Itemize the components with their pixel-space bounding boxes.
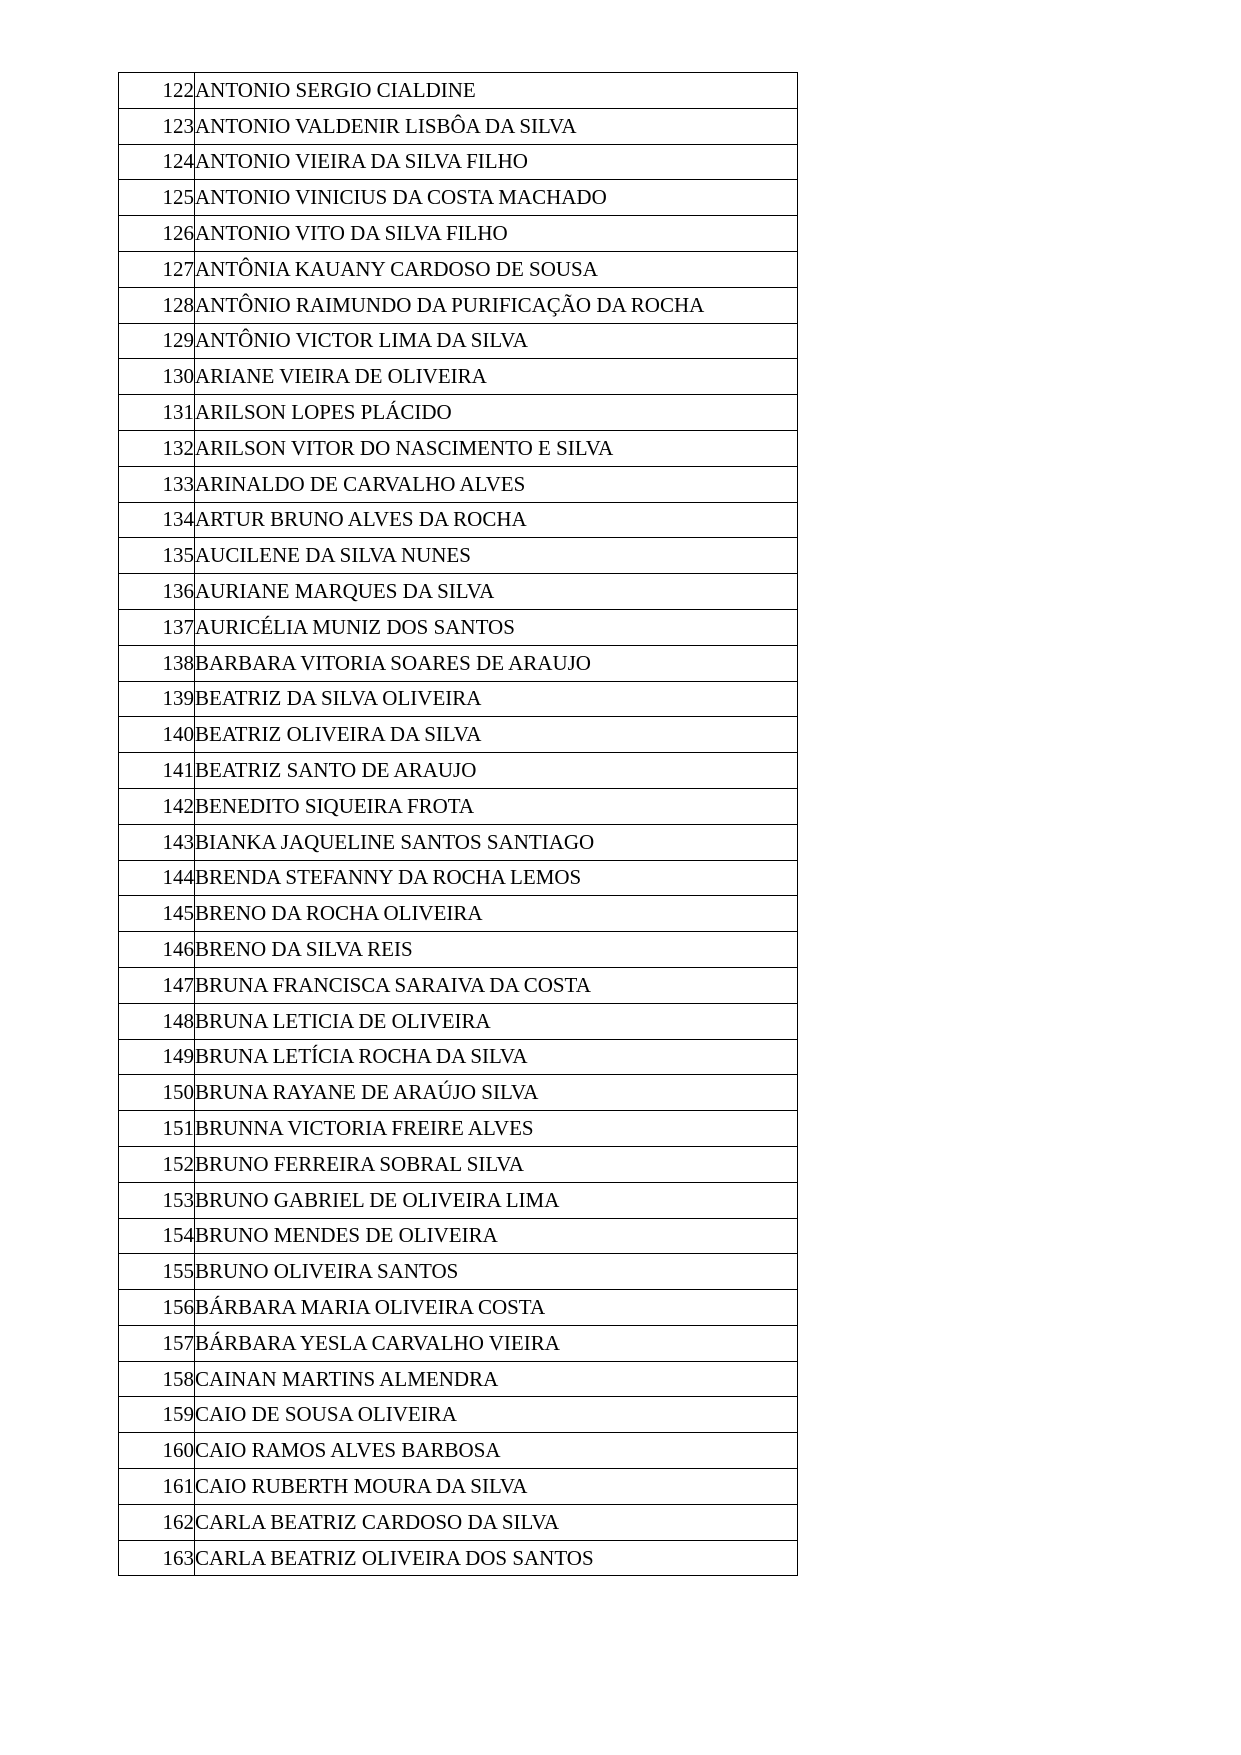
row-name: BRUNA LETÍCIA ROCHA DA SILVA <box>195 1039 798 1075</box>
row-number: 151 <box>119 1111 195 1147</box>
row-name: ANTONIO VINICIUS DA COSTA MACHADO <box>195 180 798 216</box>
row-name: BRUNO FERREIRA SOBRAL SILVA <box>195 1146 798 1182</box>
table-row <box>119 144 798 180</box>
row-number: 148 <box>119 1003 195 1039</box>
row-number: 160 <box>119 1433 195 1469</box>
row-number: 152 <box>119 1146 195 1182</box>
name-list-table <box>118 72 798 1576</box>
table-row <box>119 1075 798 1111</box>
row-name: BRUNO MENDES DE OLIVEIRA <box>195 1218 798 1254</box>
row-number: 127 <box>119 251 195 287</box>
table-row <box>119 1540 798 1576</box>
table-row <box>119 574 798 610</box>
table-row <box>119 1433 798 1469</box>
row-name: BENEDITO SIQUEIRA FROTA <box>195 788 798 824</box>
row-name: ARTUR BRUNO ALVES DA ROCHA <box>195 502 798 538</box>
row-name: BRUNO OLIVEIRA SANTOS <box>195 1254 798 1290</box>
row-number: 125 <box>119 180 195 216</box>
row-name: CAIO RUBERTH MOURA DA SILVA <box>195 1469 798 1505</box>
row-number: 126 <box>119 216 195 252</box>
table-row <box>119 753 798 789</box>
row-number: 124 <box>119 144 195 180</box>
row-number: 136 <box>119 574 195 610</box>
row-number: 128 <box>119 287 195 323</box>
row-number: 135 <box>119 538 195 574</box>
row-number: 144 <box>119 860 195 896</box>
row-number: 140 <box>119 717 195 753</box>
row-name: CARLA BEATRIZ OLIVEIRA DOS SANTOS <box>195 1540 798 1576</box>
row-name: ANTONIO VALDENIR LISBÔA DA SILVA <box>195 108 798 144</box>
row-name: BEATRIZ SANTO DE ARAUJO <box>195 753 798 789</box>
row-number: 161 <box>119 1469 195 1505</box>
table-row <box>119 1218 798 1254</box>
table-row <box>119 1111 798 1147</box>
row-number: 158 <box>119 1361 195 1397</box>
row-number: 156 <box>119 1290 195 1326</box>
row-name: BÁRBARA MARIA OLIVEIRA COSTA <box>195 1290 798 1326</box>
table-row <box>119 1182 798 1218</box>
row-name: AUCILENE DA SILVA NUNES <box>195 538 798 574</box>
table-row <box>119 1325 798 1361</box>
table-row <box>119 216 798 252</box>
row-name: BRUNA RAYANE DE ARAÚJO SILVA <box>195 1075 798 1111</box>
row-number: 133 <box>119 466 195 502</box>
row-name: ANTONIO SERGIO CIALDINE <box>195 73 798 109</box>
table-row <box>119 251 798 287</box>
row-number: 159 <box>119 1397 195 1433</box>
table-row <box>119 287 798 323</box>
table-row <box>119 1397 798 1433</box>
table-row <box>119 180 798 216</box>
row-number: 150 <box>119 1075 195 1111</box>
row-name: ARILSON VITOR DO NASCIMENTO E SILVA <box>195 430 798 466</box>
table-row <box>119 430 798 466</box>
row-number: 129 <box>119 323 195 359</box>
table-row <box>119 1469 798 1505</box>
row-number: 134 <box>119 502 195 538</box>
row-name: BARBARA VITORIA SOARES DE ARAUJO <box>195 645 798 681</box>
row-name: BIANKA JAQUELINE SANTOS SANTIAGO <box>195 824 798 860</box>
table-row <box>119 1146 798 1182</box>
row-name: ANTÔNIA KAUANY CARDOSO DE SOUSA <box>195 251 798 287</box>
row-name: BEATRIZ DA SILVA OLIVEIRA <box>195 681 798 717</box>
table-row <box>119 466 798 502</box>
table-row <box>119 359 798 395</box>
row-name: BÁRBARA YESLA CARVALHO VIEIRA <box>195 1325 798 1361</box>
table-row <box>119 1290 798 1326</box>
row-number: 131 <box>119 395 195 431</box>
row-name: BRUNA LETICIA DE OLIVEIRA <box>195 1003 798 1039</box>
row-name: ARINALDO DE CARVALHO ALVES <box>195 466 798 502</box>
row-number: 157 <box>119 1325 195 1361</box>
row-number: 143 <box>119 824 195 860</box>
table-row <box>119 681 798 717</box>
row-number: 147 <box>119 967 195 1003</box>
row-name: ANTONIO VITO DA SILVA FILHO <box>195 216 798 252</box>
table-row <box>119 717 798 753</box>
table-row <box>119 73 798 109</box>
row-name: AURICÉLIA MUNIZ DOS SANTOS <box>195 609 798 645</box>
table-row <box>119 609 798 645</box>
row-number: 130 <box>119 359 195 395</box>
row-number: 139 <box>119 681 195 717</box>
row-name: BRUNO GABRIEL DE OLIVEIRA LIMA <box>195 1182 798 1218</box>
row-name: BRENO DA SILVA REIS <box>195 932 798 968</box>
row-number: 155 <box>119 1254 195 1290</box>
row-number: 132 <box>119 430 195 466</box>
row-name: BRUNNA VICTORIA FREIRE ALVES <box>195 1111 798 1147</box>
table-row <box>119 1361 798 1397</box>
table-row <box>119 538 798 574</box>
row-number: 142 <box>119 788 195 824</box>
table-row <box>119 896 798 932</box>
table-row <box>119 1504 798 1540</box>
table-row <box>119 967 798 1003</box>
row-name: BRENDA STEFANNY DA ROCHA LEMOS <box>195 860 798 896</box>
row-number: 122 <box>119 73 195 109</box>
row-name: ANTÔNIO RAIMUNDO DA PURIFICAÇÃO DA ROCHA <box>195 287 798 323</box>
table-row <box>119 1003 798 1039</box>
row-number: 137 <box>119 609 195 645</box>
row-number: 146 <box>119 932 195 968</box>
table-row <box>119 502 798 538</box>
row-number: 163 <box>119 1540 195 1576</box>
row-number: 153 <box>119 1182 195 1218</box>
row-name: CAINAN MARTINS ALMENDRA <box>195 1361 798 1397</box>
row-number: 162 <box>119 1504 195 1540</box>
row-number: 145 <box>119 896 195 932</box>
row-name: BRENO DA ROCHA OLIVEIRA <box>195 896 798 932</box>
table-row <box>119 932 798 968</box>
table-row <box>119 645 798 681</box>
row-name: BEATRIZ OLIVEIRA DA SILVA <box>195 717 798 753</box>
table-row <box>119 395 798 431</box>
name-list-body <box>119 73 798 1576</box>
table-row <box>119 1254 798 1290</box>
table-row <box>119 323 798 359</box>
row-number: 141 <box>119 753 195 789</box>
row-name: CAIO RAMOS ALVES BARBOSA <box>195 1433 798 1469</box>
row-number: 123 <box>119 108 195 144</box>
row-name: ARILSON LOPES PLÁCIDO <box>195 395 798 431</box>
table-row <box>119 860 798 896</box>
row-number: 154 <box>119 1218 195 1254</box>
row-name: CARLA BEATRIZ CARDOSO DA SILVA <box>195 1504 798 1540</box>
row-name: ANTÔNIO VICTOR LIMA DA SILVA <box>195 323 798 359</box>
table-row <box>119 1039 798 1075</box>
row-number: 149 <box>119 1039 195 1075</box>
table-row <box>119 788 798 824</box>
table-row <box>119 108 798 144</box>
row-number: 138 <box>119 645 195 681</box>
table-row <box>119 824 798 860</box>
row-name: AURIANE MARQUES DA SILVA <box>195 574 798 610</box>
row-name: BRUNA FRANCISCA SARAIVA DA COSTA <box>195 967 798 1003</box>
row-name: CAIO DE SOUSA OLIVEIRA <box>195 1397 798 1433</box>
row-name: ANTONIO VIEIRA DA SILVA FILHO <box>195 144 798 180</box>
row-name: ARIANE VIEIRA DE OLIVEIRA <box>195 359 798 395</box>
